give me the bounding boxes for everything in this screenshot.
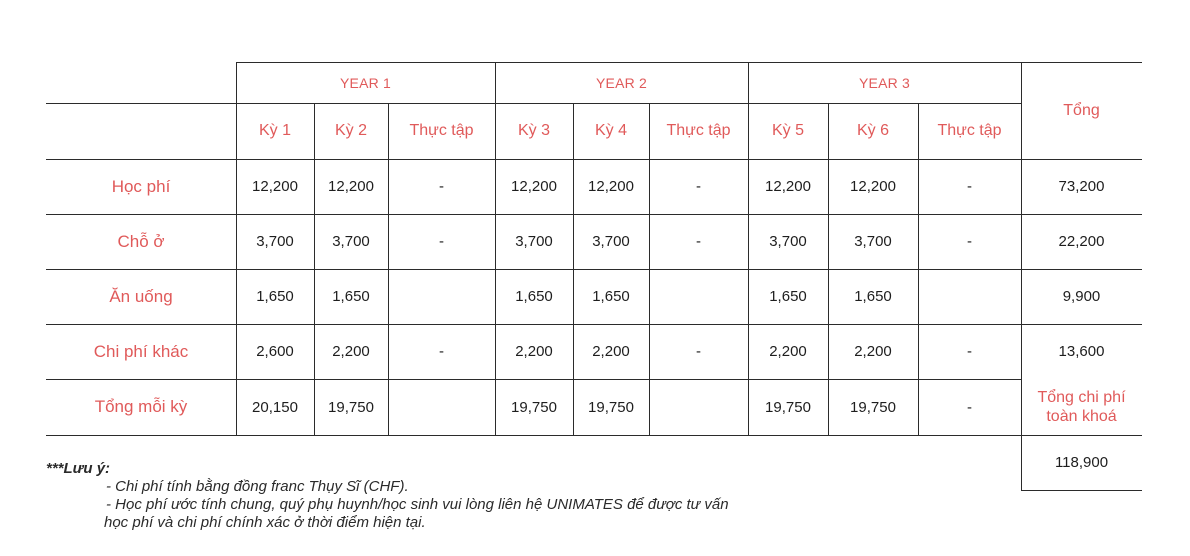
- table-cell: 2,200: [332, 343, 370, 360]
- year-header: YEAR 2: [596, 74, 647, 91]
- column-header: Thực tập: [666, 122, 731, 139]
- table-cell: 12,200: [328, 178, 374, 195]
- table-cell: [649, 269, 748, 324]
- table-cell: 3,700: [592, 233, 630, 250]
- table-cell: 3,700: [769, 233, 807, 250]
- row-label: Chi phí khác: [93, 341, 189, 361]
- column-header: Kỳ 1: [258, 122, 291, 139]
- table-cell: 2,600: [256, 343, 294, 360]
- table-cell: -: [696, 343, 701, 360]
- column-header: Kỳ 6: [856, 122, 889, 139]
- table-cell: 2,200: [769, 343, 807, 360]
- grand-total-value: 118,900: [1054, 454, 1109, 471]
- row-label: Học phí: [111, 176, 171, 196]
- grand-total-label: Tổng chi phí toàn khoá: [1037, 389, 1126, 425]
- year-header: YEAR 3: [859, 74, 910, 91]
- table-cell: 2,200: [854, 343, 892, 360]
- table-cell: 12,200: [252, 178, 298, 195]
- column-header: Kỳ 3: [517, 122, 550, 139]
- table-cell: -: [439, 343, 444, 360]
- table-cell: -: [967, 178, 972, 195]
- table-cell: -: [439, 178, 444, 195]
- row-label: Tổng mỗi kỳ: [94, 397, 188, 416]
- column-header: Kỳ 5: [771, 122, 804, 139]
- notes-title: ***Lưu ý:: [46, 460, 111, 477]
- grid-line: [1021, 490, 1142, 491]
- table-cell: 1,650: [515, 288, 553, 305]
- table-cell: 12,200: [850, 178, 896, 195]
- table-cell: -: [967, 233, 972, 250]
- table-cell: 19,750: [850, 398, 896, 416]
- table-cell: 3,700: [332, 233, 370, 250]
- table-cell: 1,650: [854, 288, 892, 305]
- table-cell: 20,150: [252, 398, 298, 416]
- column-header: Thực tập: [937, 122, 1002, 139]
- table-cell: [388, 269, 495, 324]
- column-header: Kỳ 4: [594, 122, 627, 139]
- table-cell: 12,200: [588, 178, 634, 195]
- row-total: 73,200: [1058, 178, 1105, 195]
- grid-line: [46, 435, 1142, 436]
- table-cell: 3,700: [256, 233, 294, 250]
- notes-line: - Chi phí tính bằng đồng franc Thụy Sĩ (CHF).: [106, 478, 409, 495]
- table-cell: 12,200: [511, 178, 557, 195]
- table-cell: -: [439, 233, 444, 250]
- total-column-header: Tổng: [1063, 101, 1100, 119]
- row-total: 13,600: [1058, 343, 1105, 360]
- column-header: Kỳ 2: [334, 122, 367, 139]
- table-cell: 2,200: [592, 343, 630, 360]
- table-cell: 3,700: [854, 233, 892, 250]
- table-cell: [388, 379, 495, 435]
- table-cell: 2,200: [515, 343, 553, 360]
- table-cell: -: [967, 343, 972, 360]
- row-total: 9,900: [1062, 288, 1101, 305]
- table-cell: 3,700: [515, 233, 553, 250]
- table-cell: 12,200: [765, 178, 811, 195]
- table-cell: -: [696, 178, 701, 195]
- table-cell: 19,750: [765, 398, 811, 416]
- table-cell: 19,750: [511, 398, 557, 416]
- table-cell: 1,650: [592, 288, 630, 305]
- column-header: Thực tập: [409, 122, 474, 139]
- table-cell: [918, 269, 1021, 324]
- table-cell: 19,750: [328, 398, 374, 416]
- notes-line: học phí và chi phí chính xác ở thời điểm hiện tại.: [104, 514, 426, 531]
- notes: [46, 460, 729, 532]
- table-cell: 19,750: [588, 398, 634, 416]
- table-cell: 1,650: [256, 288, 294, 305]
- row-label: Chỗ ở: [117, 231, 165, 251]
- table-cell: 1,650: [769, 288, 807, 305]
- table-cell: -: [696, 233, 701, 250]
- year-header: YEAR 1: [340, 74, 391, 91]
- row-label: Ăn uống: [109, 286, 173, 306]
- row-total: 22,200: [1058, 233, 1105, 250]
- notes-line: - Học phí ước tính chung, quý phụ huynh/học sinh vui lòng liên hệ UNIMATES để được tư vấn: [106, 496, 729, 513]
- table-cell: 1,650: [332, 288, 370, 305]
- table-cell: -: [967, 398, 972, 416]
- table-cell: [649, 379, 748, 435]
